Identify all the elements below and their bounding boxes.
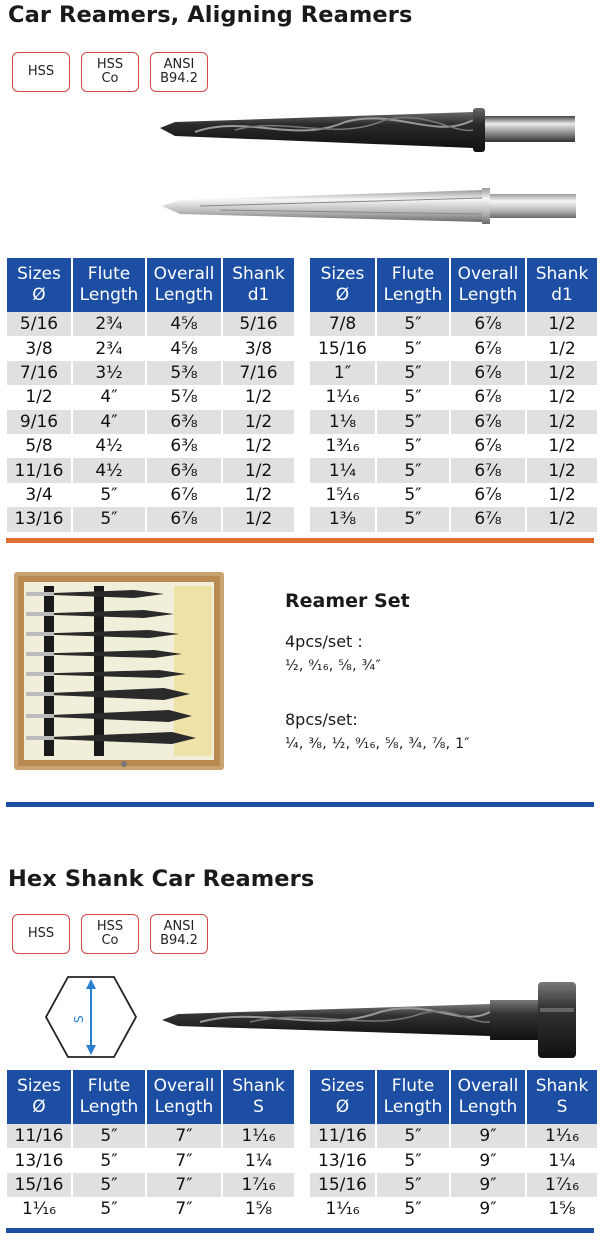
table-row: 1³⁄₁₆ 5″ 6⅞ 1/2 [310,434,597,458]
black-reamer-image [155,100,580,170]
set8-label: 8pcs/set: [285,710,358,729]
table-row: 9/16 4″ 6⅜ 1/2 [7,410,294,434]
table-row: 3/4 5″ 6⅞ 1/2 [7,483,294,507]
table-row: 5/8 4½ 6⅜ 1/2 [7,434,294,458]
set8-sizes: ¼, ⅜, ½, ⁹⁄₁₆, ⅝, ¾, ⅞, 1″ [285,736,470,752]
header-flute-length: Flute Length [376,258,450,312]
table-row: 15/16 5″ 7″ 1⁷⁄₁₆ [7,1173,294,1197]
table-header [310,258,597,312]
header-flute-length: Flute Length [72,258,146,312]
hex-label: S [72,1015,86,1023]
header-shank: Shank d1 [222,258,294,312]
header-shank: Shank S [526,1070,597,1124]
table-header [7,1070,294,1124]
table-header [310,1070,597,1124]
reamer-set-title: Reamer Set [285,590,410,612]
reamer-set-box-image [14,572,224,770]
section2-title: Hex Shank Car Reamers [8,866,315,892]
silver-reamer-image [160,182,580,232]
orange-divider [6,538,594,543]
hex-shank-diagram [44,975,138,1059]
set4-sizes: ½, ⁹⁄₁₆, ⅝, ¾″ [285,658,382,674]
badge-hss-co: HSS Co [81,914,139,954]
section1-title: Car Reamers, Aligning Reamers [8,2,413,28]
table-row: 15/16 5″ 9″ 1⁷⁄₁₆ [310,1173,597,1197]
section1-table-left [7,258,294,532]
blue-divider [6,802,594,807]
badge-hss: HSS [12,52,70,92]
table-row: 1¹⁄₁₆ 5″ 7″ 1⅝ [7,1197,294,1221]
table-row: 1¹⁄₁₆ 5″ 9″ 1⅝ [310,1197,597,1221]
header-sizes: Sizes Ø [7,258,72,312]
header-sizes: Sizes Ø [310,1070,376,1124]
header-flute-length: Flute Length [72,1070,146,1124]
table-row: 11/16 4½ 6⅜ 1/2 [7,458,294,482]
header-overall-length: Overall Length [450,1070,526,1124]
header-shank: Shank d1 [526,258,597,312]
header-sizes: Sizes Ø [310,258,376,312]
set4-label: 4pcs/set : [285,632,363,651]
section1-table-right [310,258,597,532]
bottom-blue-divider [6,1228,594,1233]
badge-hss-co: HSS Co [81,52,139,92]
table-row: 11/16 5″ 7″ 1¹⁄₁₆ [7,1124,294,1148]
table-row: 7/16 3½ 5⅜ 7/16 [7,361,294,385]
table-row: 1/2 4″ 5⅞ 1/2 [7,385,294,409]
table-row: 15/16 5″ 6⅞ 1/2 [310,336,597,360]
badge-hss: HSS [12,914,70,954]
hexagon-icon [44,975,138,1059]
table-row: 13/16 5″ 6⅞ 1/2 [7,507,294,531]
section2-badges [12,914,219,954]
section1-badges [12,52,219,92]
table-row: 7/8 5″ 6⅞ 1/2 [310,312,597,336]
table-row: 13/16 5″ 9″ 1¼ [310,1148,597,1172]
table-row: 1⅛ 5″ 6⅞ 1/2 [310,410,597,434]
table-row: 11/16 5″ 9″ 1¹⁄₁₆ [310,1124,597,1148]
table-row: 1⅜ 5″ 6⅞ 1/2 [310,507,597,531]
table-row: 1″ 5″ 6⅞ 1/2 [310,361,597,385]
table-row: 1⁵⁄₁₆ 5″ 6⅞ 1/2 [310,483,597,507]
section2-table-left [7,1070,294,1222]
table-row: 13/16 5″ 7″ 1¼ [7,1148,294,1172]
header-overall-length: Overall Length [146,258,222,312]
badge-ansi: ANSI B94.2 [150,914,208,954]
header-shank: Shank S [222,1070,294,1124]
header-overall-length: Overall Length [146,1070,222,1124]
header-overall-length: Overall Length [450,258,526,312]
table-row: 3/8 2¾ 4⅝ 3/8 [7,336,294,360]
table-row: 1¹⁄₁₆ 5″ 6⅞ 1/2 [310,385,597,409]
header-sizes: Sizes Ø [7,1070,72,1124]
table-header [7,258,294,312]
table-row: 1¼ 5″ 6⅞ 1/2 [310,458,597,482]
badge-ansi: ANSI B94.2 [150,52,208,92]
header-flute-length: Flute Length [376,1070,450,1124]
section2-table-right [310,1070,597,1222]
table-row: 5/16 2¾ 4⅝ 5/16 [7,312,294,336]
hex-reamer-image [160,978,580,1062]
